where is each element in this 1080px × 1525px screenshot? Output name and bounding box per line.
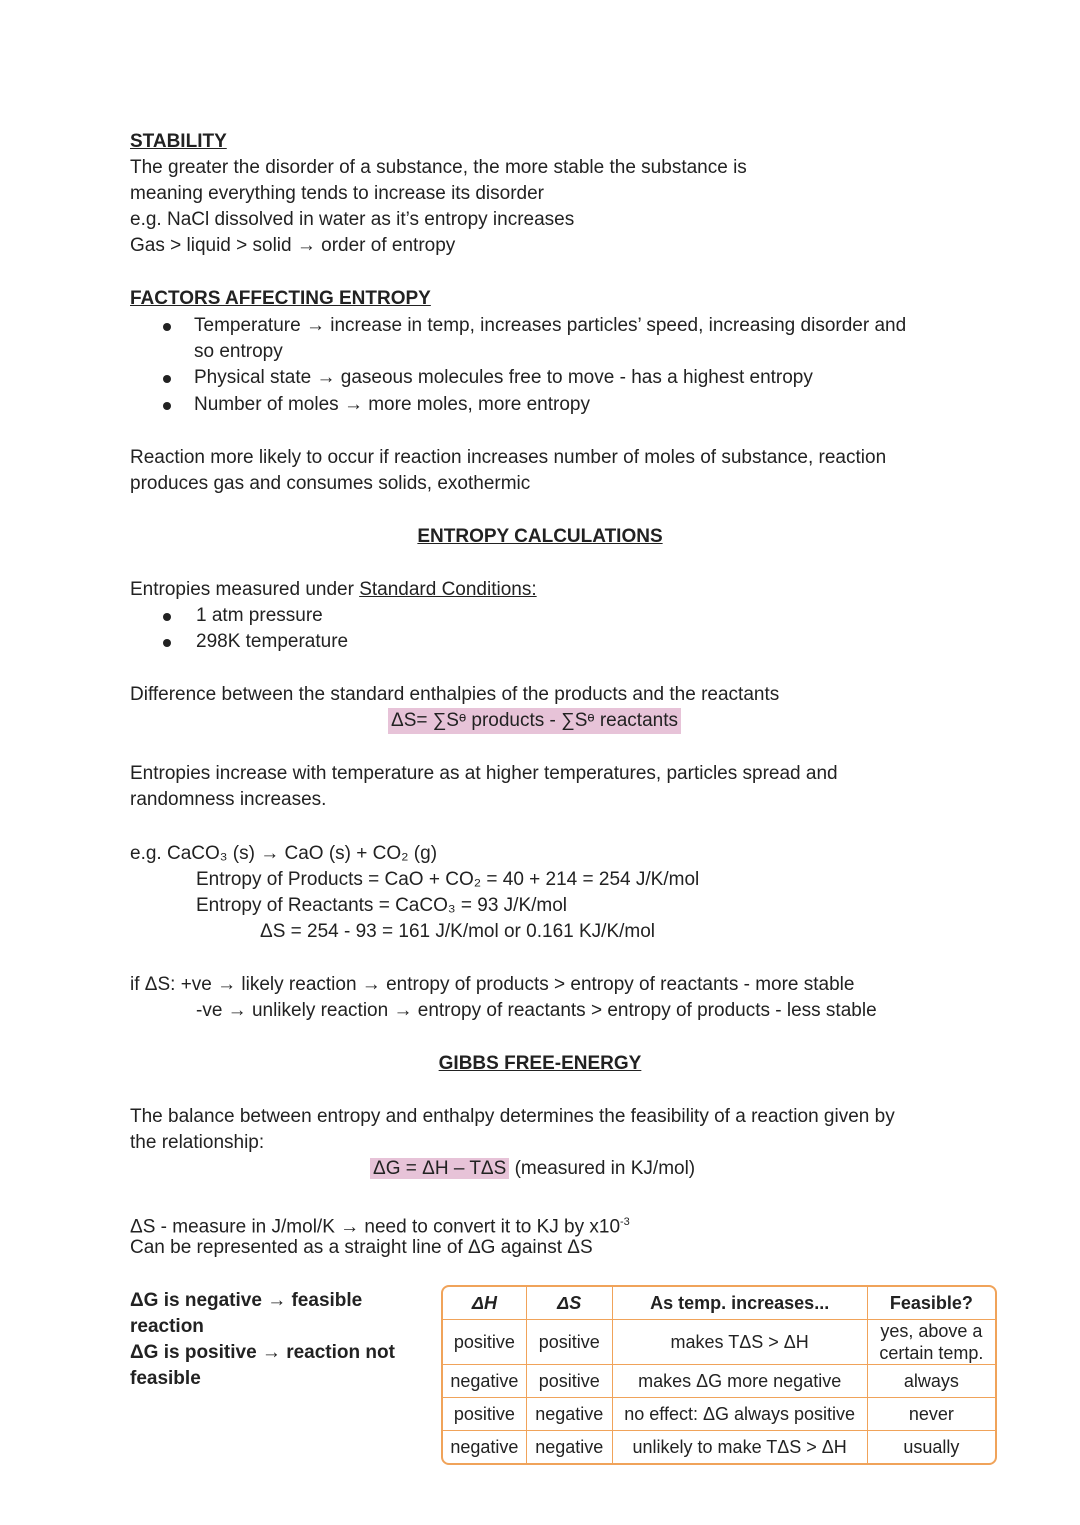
table-cell: negative <box>527 1431 613 1463</box>
sign-positive-line: if ΔS: +ve → likely reaction → entropy of products > entropy of reactants - more stable <box>130 974 855 995</box>
reaction-line: Reaction more likely to occur if reaction increases number of moles of substance, reaction <box>130 447 887 468</box>
table-cell: negative <box>443 1431 527 1463</box>
table-row <box>443 1398 995 1431</box>
table-cell: positive <box>527 1365 613 1398</box>
bullet-icon <box>163 613 171 621</box>
gibbs-heading: GIBBS FREE-ENERGY <box>438 1053 642 1074</box>
table-row <box>443 1365 995 1398</box>
table-cell: unlikely to make TΔS > ΔH <box>613 1431 868 1463</box>
stability-line: e.g. NaCl dissolved in water as it’s entropy increases <box>130 209 575 230</box>
entropy-formula: ΔS= ∑Sᶱ products - ∑Sᶱ reactants <box>388 708 681 734</box>
temperature-line: Entropies increase with temperature as at higher temperatures, particles spread and <box>130 763 838 784</box>
example-result: ΔS = 254 - 93 = 161 J/K/mol or 0.161 KJ/K/mol <box>260 921 656 942</box>
standard-conditions-line <box>130 577 537 603</box>
example-products: Entropy of Products = CaO + CO₂ = 40 + 214 = 254 J/K/mol <box>196 869 700 890</box>
table-header: ΔS <box>527 1287 613 1320</box>
note-text: ΔS - measure in J/mol/K → need to convert it to KJ by x10 <box>130 1216 621 1238</box>
gibbs-formula-line <box>370 1156 695 1182</box>
balance-line: The balance between entropy and enthalpy determines the feasibility of a reaction given by <box>130 1106 895 1127</box>
condition-item: 298K temperature <box>196 631 349 652</box>
gibbs-formula: ΔG = ΔH – TΔS <box>370 1158 509 1179</box>
feasible-line: ΔG is negative → feasible <box>130 1290 363 1311</box>
factor-item: Physical state → gaseous molecules free to move - has a highest entropy <box>194 367 813 388</box>
note-exponent: -3 <box>620 1216 630 1228</box>
difference-line: Difference between the standard enthalpies of the products and the reactants <box>130 684 780 705</box>
note-line: Can be represented as a straight line of ΔG against ΔS <box>130 1237 593 1258</box>
entropy-calculations-heading: ENTROPY CALCULATIONS <box>417 526 663 547</box>
sign-negative-line: -ve → unlikely reaction → entropy of reactants > entropy of products - less stable <box>196 1000 877 1021</box>
standard-conditions-link: Standard Conditions: <box>359 579 537 600</box>
table-cell: positive <box>443 1398 527 1431</box>
table-row <box>443 1431 995 1463</box>
table-header: ΔH <box>443 1287 527 1320</box>
feasible-line: ΔG is positive → reaction not <box>130 1342 395 1363</box>
bullet-icon <box>163 323 171 331</box>
measured-prefix: Entropies measured under <box>130 579 360 600</box>
feasible-line: feasible <box>130 1368 201 1389</box>
table-cell: always <box>868 1365 995 1398</box>
example-equation: e.g. CaCO₃ (s) → CaO (s) + CO₂ (g) <box>130 843 438 864</box>
table-cell: yes, above a certain temp. <box>868 1320 995 1365</box>
temperature-line: randomness increases. <box>130 789 327 810</box>
factor-item-continuation: so entropy <box>194 341 283 362</box>
table-cell: positive <box>443 1320 527 1365</box>
table-cell: negative <box>443 1365 527 1398</box>
gibbs-formula-units: (measured in KJ/mol) <box>509 1158 696 1179</box>
stability-line: The greater the disorder of a substance, the more stable the substance is <box>130 157 747 178</box>
example-reactants: Entropy of Reactants = CaCO₃ = 93 J/K/mol <box>196 895 568 916</box>
feasibility-table <box>441 1285 997 1465</box>
factor-item: Temperature → increase in temp, increases particles’ speed, increasing disorder and <box>194 315 907 336</box>
stability-heading: STABILITY <box>130 131 227 152</box>
table-cell: negative <box>527 1398 613 1431</box>
factor-item: Number of moles → more moles, more entropy <box>194 394 590 415</box>
stability-line: meaning everything tends to increase its disorder <box>130 183 545 204</box>
bullet-icon <box>163 402 171 410</box>
feasible-line: reaction <box>130 1316 204 1337</box>
reaction-line: produces gas and consumes solids, exothermic <box>130 473 531 494</box>
table-cell: no effect: ΔG always positive <box>613 1398 868 1431</box>
bullet-icon <box>163 375 171 383</box>
table-header-row <box>443 1287 995 1320</box>
balance-line: the relationship: <box>130 1132 265 1153</box>
factors-heading: FACTORS AFFECTING ENTROPY <box>130 288 431 309</box>
table-cell: positive <box>527 1320 613 1365</box>
condition-item: 1 atm pressure <box>196 605 323 626</box>
table-header: As temp. increases... <box>613 1287 868 1320</box>
table-cell: makes TΔS > ΔH <box>613 1320 868 1365</box>
table-header: Feasible? <box>868 1287 995 1320</box>
bullet-icon <box>163 639 171 647</box>
table-cell: never <box>868 1398 995 1431</box>
stability-line: Gas > liquid > solid → order of entropy <box>130 235 456 256</box>
table-cell: makes ΔG more negative <box>613 1365 868 1398</box>
table-cell: usually <box>903 1436 960 1457</box>
table-row <box>443 1320 995 1365</box>
